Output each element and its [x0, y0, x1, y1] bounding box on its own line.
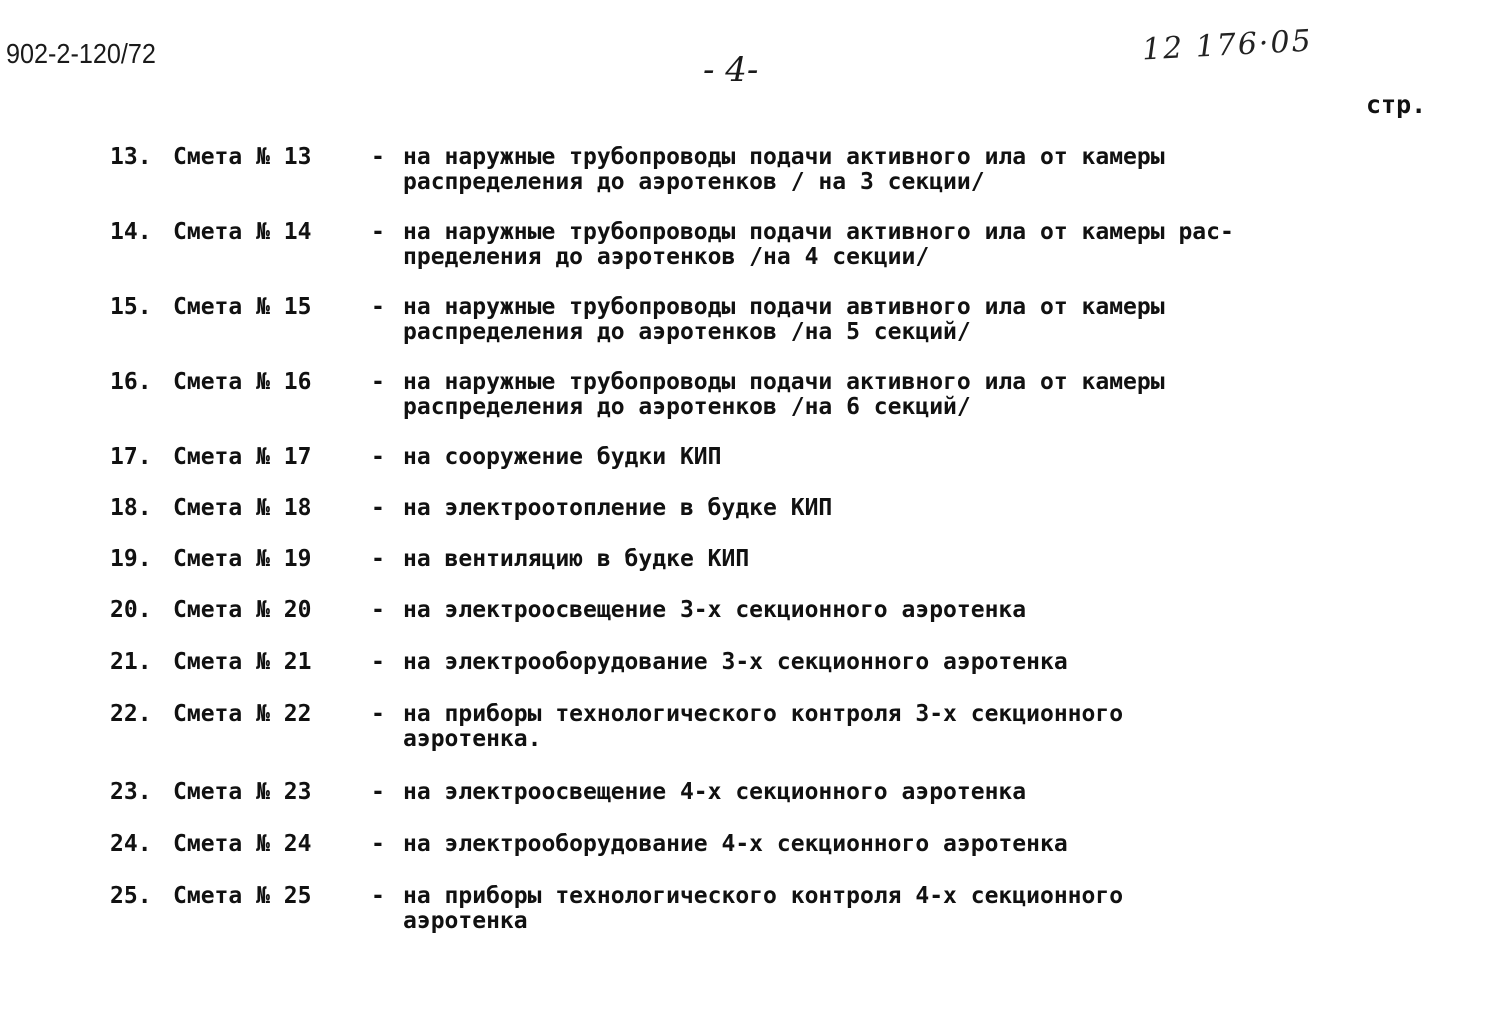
description-line: распределения до аэротенков /на 6 секций/ — [403, 394, 971, 420]
item-dash: - — [371, 219, 385, 245]
item-label: Смета № 23 — [173, 779, 312, 805]
item-dash: - — [371, 779, 385, 805]
item-description — [403, 496, 1403, 521]
description-line: распределения до аэротенков /на 5 секций/ — [403, 319, 971, 345]
item-label: Смета № 25 — [173, 883, 312, 909]
item-number: 18. — [110, 495, 152, 521]
item-label: Смета № 13 — [173, 144, 312, 170]
item-label: Смета № 19 — [173, 546, 312, 572]
item-dash: - — [371, 369, 385, 395]
item-description — [403, 445, 1403, 470]
item-dash: - — [371, 701, 385, 727]
item-label: Смета № 16 — [173, 369, 312, 395]
item-number: 22. — [110, 701, 152, 727]
description-line: аэротенка — [403, 908, 528, 934]
item-dash: - — [371, 144, 385, 170]
item-number: 21. — [110, 649, 152, 675]
page-number: - 4- — [703, 50, 759, 90]
description-line: на электрооборудование 4-х секционного аэротенка — [403, 831, 1068, 857]
item-number: 15. — [110, 294, 152, 320]
document-code: 902-2-120/72 — [6, 38, 156, 69]
item-dash: - — [371, 831, 385, 857]
description-line: аэротенка. — [403, 726, 542, 752]
item-description — [403, 832, 1403, 857]
description-line: на приборы технологического контроля 3-х секционного — [403, 701, 1124, 727]
description-line: на сооружение будки КИП — [403, 444, 722, 470]
item-label: Смета № 24 — [173, 831, 312, 857]
description-line: на электрооборудование 3-х секционного аэротенка — [403, 649, 1068, 675]
description-line: на наружные трубопроводы подачи автивного ила от камеры — [403, 294, 1165, 320]
page-column-label: стр. — [1366, 90, 1427, 119]
description-line: на электроотопление в будке КИП — [403, 495, 833, 521]
item-dash: - — [371, 597, 385, 623]
item-description — [403, 145, 1403, 195]
description-line: на приборы технологического контроля 4-х секционного — [403, 883, 1124, 909]
item-description — [403, 884, 1403, 934]
description-line: на наружные трубопроводы подачи активного ила от камеры — [403, 369, 1165, 395]
item-number: 17. — [110, 444, 152, 470]
item-number: 16. — [110, 369, 152, 395]
item-label: Смета № 14 — [173, 219, 312, 245]
item-number: 13. — [110, 144, 152, 170]
description-line: на вентиляцию в будке КИП — [403, 546, 750, 572]
item-number: 20. — [110, 597, 152, 623]
item-label: Смета № 18 — [173, 495, 312, 521]
description-line: пределения до аэротенков /на 4 секции/ — [403, 244, 930, 270]
description-line: на наружные трубопроводы подачи активного ила от камеры — [403, 144, 1165, 170]
description-line: на электроосвещение 4-х секционного аэротенка — [403, 779, 1027, 805]
description-line: на наружные трубопроводы подачи активного ила от камеры рас- — [403, 219, 1234, 245]
item-description — [403, 702, 1403, 752]
item-number: 14. — [110, 219, 152, 245]
item-dash: - — [371, 649, 385, 675]
stamp-number: 12 176·05 — [1141, 23, 1314, 68]
description-line: распределения до аэротенков / на 3 секции/ — [403, 169, 985, 195]
item-description — [403, 220, 1403, 270]
item-label: Смета № 17 — [173, 444, 312, 470]
item-label: Смета № 21 — [173, 649, 312, 675]
item-number: 24. — [110, 831, 152, 857]
item-dash: - — [371, 883, 385, 909]
description-line: на электроосвещение 3-х секционного аэротенка — [403, 597, 1027, 623]
item-number: 19. — [110, 546, 152, 572]
item-description — [403, 650, 1403, 675]
item-label: Смета № 20 — [173, 597, 312, 623]
item-description — [403, 370, 1403, 420]
item-label: Смета № 15 — [173, 294, 312, 320]
item-description — [403, 598, 1403, 623]
item-dash: - — [371, 444, 385, 470]
item-number: 25. — [110, 883, 152, 909]
item-dash: - — [371, 294, 385, 320]
item-description — [403, 780, 1403, 805]
item-number: 23. — [110, 779, 152, 805]
item-description — [403, 547, 1403, 572]
item-dash: - — [371, 546, 385, 572]
item-label: Смета № 22 — [173, 701, 312, 727]
item-description — [403, 295, 1403, 345]
item-dash: - — [371, 495, 385, 521]
